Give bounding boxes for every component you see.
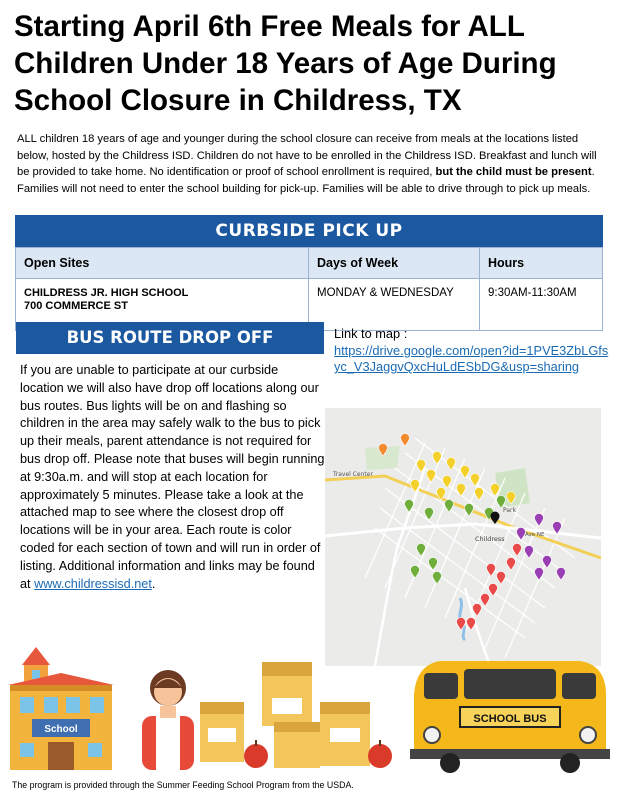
col-header-days: Days of Week bbox=[309, 248, 480, 279]
bus-route-tail: . bbox=[151, 576, 156, 591]
map-label-park: Park bbox=[503, 507, 516, 514]
school-sign-text: School bbox=[44, 724, 78, 735]
col-header-hours: Hours bbox=[480, 248, 603, 279]
intro-bold: but the child must be present bbox=[435, 166, 592, 179]
sites-table bbox=[15, 247, 603, 331]
intro-paragraph bbox=[17, 131, 607, 197]
lunch-lady-illustration bbox=[132, 660, 204, 770]
school-bus-illustration bbox=[410, 655, 610, 773]
hours-cell: 9:30AM-11:30AM bbox=[480, 279, 603, 331]
bus-route-map[interactable] bbox=[325, 408, 601, 666]
map-label-travel-center: Travel Center bbox=[333, 471, 373, 478]
bus-route-banner: BUS ROUTE DROP OFF bbox=[16, 322, 324, 354]
bus-route-text: If you are unable to participate at our curbside location we will also have drop off locations along our bus routes. Bus lights will be on and flashing so children in the area may safely walk to the bus to pick up their meals, parent attendance is not required for bus drop off. Please note that buses will begin running at 9:30a.m. and will stop at each location for approximately 5 minutes. Please take a look at the attached map to see where the closest drop off locations will be in your area. Each route is color coded for each section of town and will run in order of listing. Additional information and links may be found at bbox=[20, 363, 325, 591]
footer-note: The program is provided through the Summer Feeding School Program from the USDA. bbox=[12, 780, 354, 790]
map-link-label: Link to map : bbox=[334, 326, 408, 341]
map-link-block bbox=[334, 326, 609, 376]
bus-sign-text: SCHOOL BUS bbox=[473, 713, 547, 725]
meal-bags-illustration bbox=[198, 658, 394, 772]
intro-text-1: ALL children 18 years of age and younger during the school closure can receive from meals at the locations listed below, hosted by the Childress ISD. Children do not have to be enrolled in the Childress ISD. Breakfast and lunch will be provided to take home. No identification or proof of school enrollment is required, bbox=[17, 133, 597, 179]
site-address: 700 COMMERCE ST bbox=[24, 300, 128, 312]
curbside-banner: CURBSIDE PICK UP bbox=[15, 215, 603, 247]
page-title: Starting April 6th Free Meals for ALL Children Under 18 Years of Age During School Closure in Childress, TX bbox=[14, 10, 557, 117]
table-header-row bbox=[16, 248, 603, 279]
map-link[interactable]: https://drive.google.com/open?id=1PVE3ZbLGfsyc_V3JaggvQxcHuLdESbDG&usp=sharing bbox=[334, 342, 609, 375]
district-website-link[interactable]: www.childressisd.net bbox=[34, 576, 152, 591]
school-building-illustration bbox=[8, 643, 114, 770]
col-header-open-sites: Open Sites bbox=[16, 248, 309, 279]
site-name: CHILDRESS JR. HIGH SCHOOL bbox=[24, 287, 189, 299]
days-cell: MONDAY & WEDNESDAY bbox=[309, 279, 480, 331]
intro-text-2: . Families will not need to enter the school building for pick-up. Families will be able to drive through to pick up meals. bbox=[17, 166, 595, 195]
map-label-avenue: Ave NE bbox=[525, 532, 545, 538]
map-graphic bbox=[325, 408, 601, 666]
map-label-childress: Childress bbox=[475, 535, 505, 543]
bus-route-paragraph bbox=[20, 362, 325, 593]
